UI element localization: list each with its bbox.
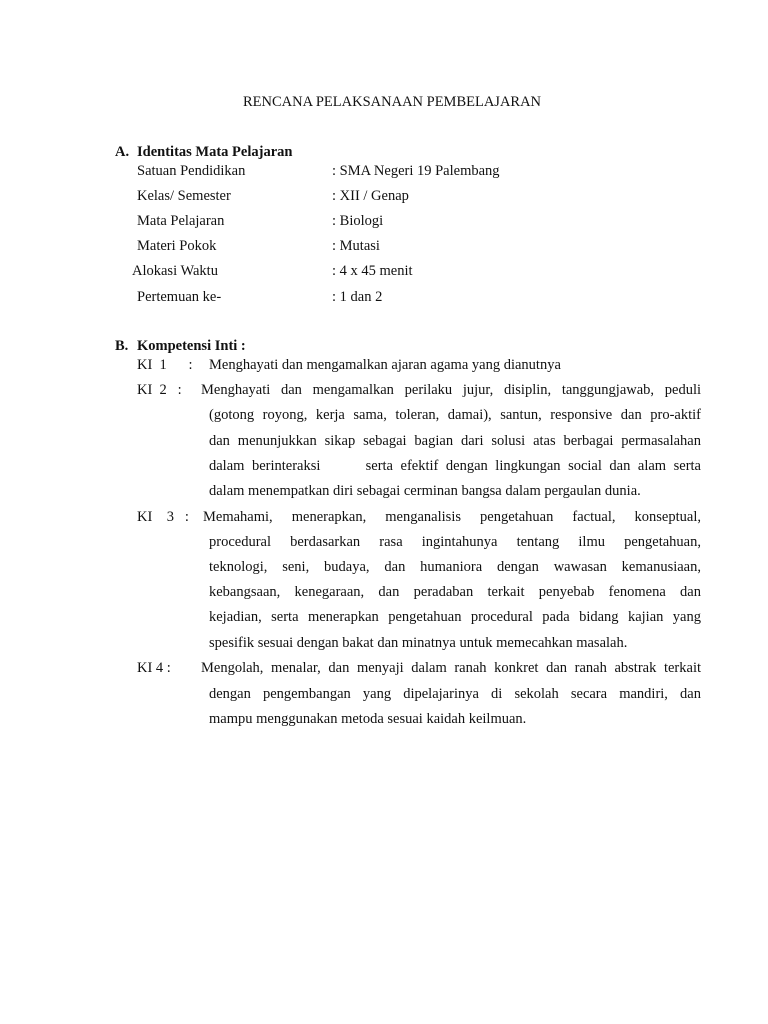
page-title: RENCANA PELAKSANAAN PEMBELAJARAN <box>242 94 542 110</box>
ki-text-line: spesifik sesuai dengan bakat dan minatnya untuk memecahkan masalah. <box>209 635 628 651</box>
section-a-heading: Identitas Mata Pelajaran <box>137 144 293 160</box>
identity-value: : SMA Negeri 19 Palembang <box>332 163 500 179</box>
identity-label: Materi Pokok <box>137 238 217 254</box>
ki-label: KI 1 : <box>137 357 193 373</box>
identity-value: : 1 dan 2 <box>332 289 383 305</box>
identity-label: Satuan Pendidikan <box>137 163 246 179</box>
ki-text-line: kejadian, serta menerapkan pengetahuan procedural pada bidang kajian yang <box>209 609 701 625</box>
ki-text-line: Mengolah, menalar, dan menyaji dalam ranah konkret dan ranah abstrak terkait <box>201 660 701 676</box>
ki-label: KI 3 : <box>137 509 189 525</box>
identity-label: Alokasi Waktu <box>132 263 218 279</box>
ki-label: KI 2 : <box>137 382 182 398</box>
ki-text-line: dalam menempatkan diri sebagai cerminan bangsa dalam pergaulan dunia. <box>209 483 641 499</box>
identity-value: : Biologi <box>332 213 384 229</box>
ki-label: KI 4 : <box>137 660 171 676</box>
ki-text-line: teknologi, seni, budaya, dan humaniora dengan wawasan kemanusiaan, <box>209 559 701 575</box>
ki-text-line: mampu menggunakan metoda sesuai kaidah keilmuan. <box>209 711 527 727</box>
identity-value: : Mutasi <box>332 238 380 254</box>
identity-label: Kelas/ Semester <box>137 188 231 204</box>
ki-text-line: Menghayati dan mengamalkan ajaran agama yang dianutnya <box>209 357 561 373</box>
ki-text-line: dan menunjukkan sikap sebagai bagian dari solusi atas berbagai permasalahan <box>209 433 701 449</box>
identity-value: : 4 x 45 menit <box>332 263 413 279</box>
ki-text-line: Memahami, menerapkan, menganalisis pengetahuan factual, konseptual, <box>203 509 701 525</box>
identity-label: Pertemuan ke- <box>137 289 222 305</box>
ki-text-line: kebangsaan, kenegaraan, dan peradaban terkait penyebab fenomena dan <box>209 584 701 600</box>
identity-value: : XII / Genap <box>332 188 409 204</box>
section-a-marker: A. <box>115 144 130 160</box>
section-b-heading: Kompetensi Inti : <box>137 338 246 354</box>
ki-text-line: dalam berinteraksi serta efektif dengan lingkungan social dan alam serta <box>209 458 701 474</box>
ki-text-line: Menghayati dan mengamalkan perilaku jujur, disiplin, tanggungjawab, peduli <box>201 382 701 398</box>
section-b-marker: B. <box>115 338 129 354</box>
ki-text-line: (gotong royong, kerja sama, toleran, damai), santun, responsive dan pro-aktif <box>209 407 701 423</box>
ki-text-line: procedural berdasarkan rasa ingintahunya tentang ilmu pengetahuan, <box>209 534 701 550</box>
ki-text-line: dengan pengembangan yang dipelajarinya di sekolah secara mandiri, dan <box>209 686 701 702</box>
identity-label: Mata Pelajaran <box>137 213 225 229</box>
